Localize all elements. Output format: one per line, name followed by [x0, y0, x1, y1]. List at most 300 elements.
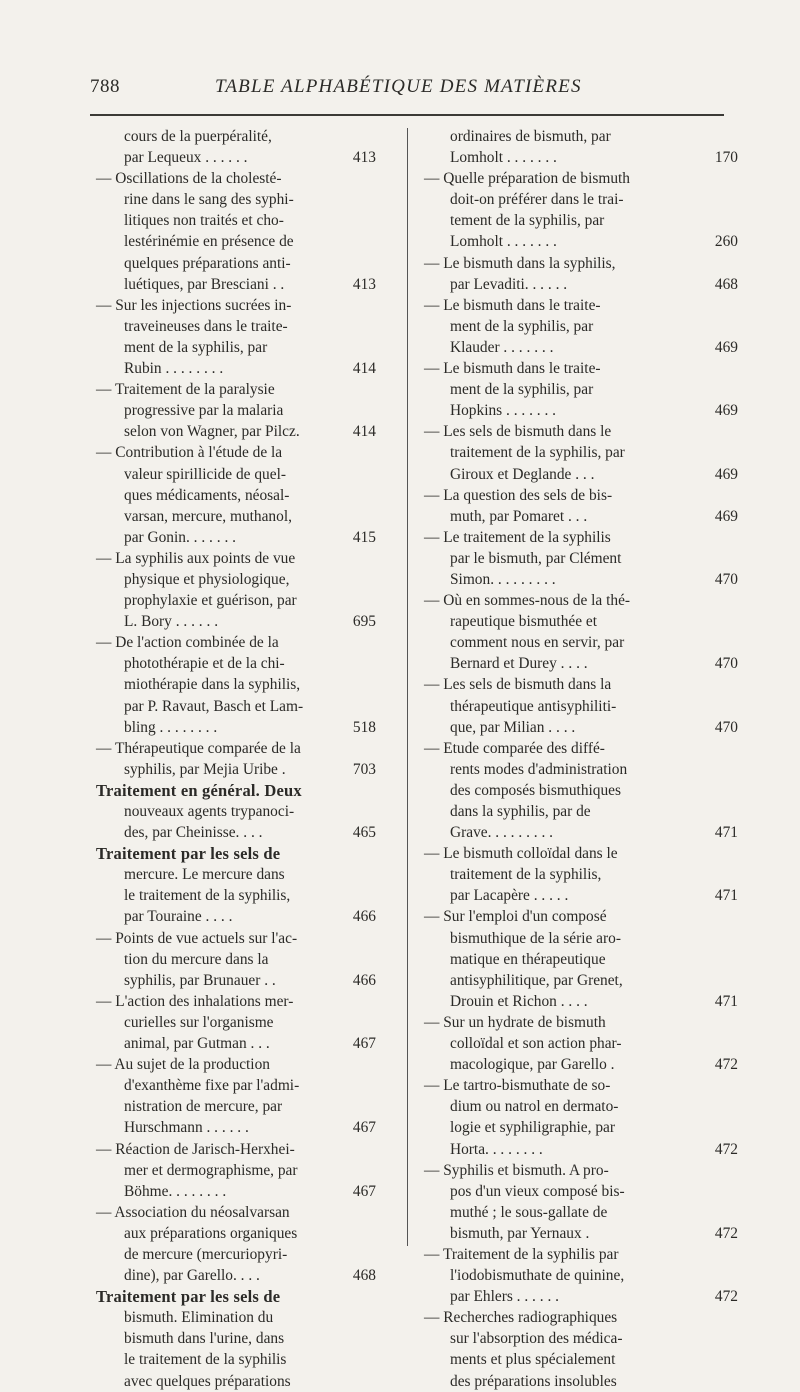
index-line — [420, 1117, 738, 1138]
index-line — [92, 759, 392, 780]
index-line — [92, 1139, 392, 1160]
left-column — [92, 126, 392, 1392]
index-line — [420, 569, 738, 590]
index-entry — [92, 1054, 392, 1138]
entry-text: traitement de la syphilis, par — [450, 444, 625, 462]
index-line — [420, 189, 738, 210]
index-entry — [420, 1307, 738, 1391]
entry-text: — De l'action combinée de la — [96, 634, 279, 652]
entry-text: Grave. . . . . . . . . — [450, 824, 554, 842]
page-reference: 467 — [352, 1182, 376, 1200]
index-line — [420, 611, 738, 632]
index-entry — [420, 358, 738, 421]
index-entry — [92, 379, 392, 442]
page-reference: 471 — [714, 824, 738, 842]
index-line — [92, 421, 392, 442]
index-line — [92, 400, 392, 421]
index-line — [420, 1075, 738, 1096]
entry-text: cours de la puerpéralité, — [124, 128, 272, 145]
index-entry — [92, 780, 392, 843]
page-reference: 465 — [352, 824, 376, 842]
index-entry — [420, 843, 738, 906]
entry-text: syphilis, par Mejia Uribe . — [124, 760, 286, 778]
index-line — [420, 1139, 738, 1160]
entry-text: rents modes d'administration — [450, 760, 628, 778]
index-line — [92, 717, 392, 738]
index-entry — [92, 1139, 392, 1202]
index-line — [92, 970, 392, 991]
page-reference: 414 — [352, 423, 376, 441]
header-rule — [90, 114, 724, 116]
index-line — [92, 274, 392, 295]
index-line — [420, 527, 738, 548]
entry-text: mercure. Le mercure dans — [124, 866, 285, 884]
entry-text: Rubin . . . . . . . . — [124, 360, 224, 378]
index-line — [420, 1223, 738, 1244]
index-entry — [420, 295, 738, 358]
index-line — [420, 548, 738, 569]
entry-text: — L'action des inhalations mer- — [96, 992, 294, 1010]
page-number: 788 — [90, 76, 120, 97]
index-entry — [420, 906, 738, 1011]
entry-text: bismuth dans l'urine, dans — [124, 1330, 285, 1348]
index-line — [92, 590, 392, 611]
entry-text: rapeutique bismuthée et — [450, 613, 598, 631]
entry-text: pos d'un vieux composé bis- — [450, 1182, 625, 1200]
index-line — [92, 126, 392, 147]
entry-text: luétiques, par Bresciani . . — [124, 275, 285, 293]
index-entry — [92, 738, 392, 780]
page-reference: 413 — [352, 275, 376, 293]
index-line — [420, 485, 738, 506]
index-line — [92, 1223, 392, 1244]
column-divider — [407, 128, 408, 1246]
index-line — [92, 147, 392, 168]
page-reference: 415 — [352, 528, 376, 546]
index-line — [420, 1202, 738, 1223]
page-reference: 471 — [714, 992, 738, 1010]
index-line — [420, 1012, 738, 1033]
entry-text: — Le tartro-bismuthate de so- — [424, 1077, 611, 1095]
entry-text: — Les sels de bismuth dans la — [424, 676, 612, 694]
entry-text: dine), par Garello. . . . — [124, 1267, 260, 1285]
index-line — [92, 1117, 392, 1138]
entry-text: L. Bory . . . . . . — [124, 613, 219, 631]
index-line — [92, 379, 392, 400]
index-line — [92, 1202, 392, 1223]
index-line — [92, 168, 392, 189]
entry-text: colloïdal et son action phar- — [450, 1035, 622, 1053]
index-entry — [92, 632, 392, 737]
index-line — [420, 653, 738, 674]
index-line — [92, 1328, 392, 1349]
index-entry — [420, 168, 738, 252]
index-line — [92, 210, 392, 231]
entry-text: tement de la syphilis, par — [450, 212, 605, 230]
index-line — [92, 653, 392, 674]
index-line — [420, 210, 738, 231]
index-line — [420, 717, 738, 738]
index-line — [420, 337, 738, 358]
entry-text: par P. Ravaut, Basch et Lam- — [124, 697, 304, 715]
index-line — [92, 189, 392, 210]
entry-text: progressive par la malaria — [124, 402, 284, 420]
entry-text: matique en thérapeutique — [450, 950, 606, 968]
entry-text: muth, par Pomaret . . . — [450, 507, 588, 525]
index-line — [92, 464, 392, 485]
entry-text: — Les sels de bismuth dans le — [424, 423, 612, 441]
entry-text: — Recherches radiographiques — [424, 1309, 618, 1327]
page-reference: 469 — [714, 402, 738, 420]
index-line — [92, 1307, 392, 1328]
index-line — [420, 1244, 738, 1265]
index-line — [420, 1033, 738, 1054]
entry-text: — La question des sels de bis- — [424, 486, 613, 504]
index-entry — [420, 674, 738, 737]
index-line — [92, 1371, 392, 1392]
entry-text: ordinaires de bismuth, par — [450, 128, 611, 145]
index-line — [420, 126, 738, 147]
entry-text: — Le bismuth dans le traite- — [424, 360, 601, 378]
entry-text: antisyphilitique, par Grenet, — [450, 971, 623, 989]
entry-text: litiques non traités et cho- — [124, 212, 284, 230]
index-line — [92, 674, 392, 695]
index-line — [420, 1096, 738, 1117]
index-line — [92, 1160, 392, 1181]
page-reference: 470 — [714, 718, 738, 736]
index-line — [92, 949, 392, 970]
index-entry — [420, 590, 738, 674]
index-entry — [92, 991, 392, 1054]
page-reference: 470 — [714, 570, 738, 588]
entry-text: — Syphilis et bismuth. A pro- — [424, 1161, 609, 1179]
entry-text: rine dans le sang des syphi- — [124, 191, 294, 209]
index-entry — [420, 738, 738, 843]
entry-text: Drouin et Richon . . . . — [450, 992, 588, 1010]
entry-text: des préparations insolubles — [450, 1372, 617, 1390]
page-reference: 260 — [714, 233, 738, 251]
index-line — [92, 864, 392, 885]
index-line — [420, 1349, 738, 1370]
subject-heading: Traitement par les sels de — [96, 1287, 281, 1307]
entry-text: valeur spirillicide de quel- — [124, 465, 286, 483]
index-line — [92, 738, 392, 759]
entry-text: Hopkins . . . . . . . — [450, 402, 557, 420]
entry-text: lestérinémie en présence de — [124, 233, 294, 251]
entry-text: l'iodobismuthate de quinine, — [450, 1267, 625, 1285]
page-reference: 469 — [714, 507, 738, 525]
entry-text: — Thérapeutique comparée de la — [96, 739, 301, 757]
subject-heading: Traitement en général. Deux — [96, 780, 302, 800]
entry-text: — Oscillations de la cholesté- — [96, 170, 282, 188]
index-line — [420, 231, 738, 252]
page-reference: 467 — [352, 1119, 376, 1137]
index-line — [92, 1181, 392, 1202]
page-reference: 414 — [352, 360, 376, 378]
index-entry — [92, 928, 392, 991]
page-reference: 470 — [714, 655, 738, 673]
entry-text: Lomholt . . . . . . . — [450, 149, 557, 167]
entry-text: — Sur les injections sucrées in- — [96, 296, 292, 314]
index-entry — [92, 1286, 392, 1391]
index-line — [92, 358, 392, 379]
index-line — [420, 928, 738, 949]
entry-text: — Sur un hydrate de bismuth — [424, 1013, 606, 1031]
running-title: TABLE ALPHABÉTIQUE DES MATIÈRES — [215, 76, 582, 97]
page-reference: 703 — [352, 760, 376, 778]
index-line — [420, 506, 738, 527]
index-line — [92, 1075, 392, 1096]
page-reference: 467 — [352, 1035, 376, 1053]
index-line — [420, 442, 738, 463]
entry-text: par Lacapère . . . . . — [450, 887, 569, 905]
entry-text: aux préparations organiques — [124, 1224, 298, 1242]
index-line — [420, 168, 738, 189]
page-reference: 468 — [714, 275, 738, 293]
index-line — [92, 822, 392, 843]
page-header — [90, 76, 730, 106]
index-line — [420, 738, 738, 759]
index-line — [420, 1371, 738, 1392]
index-line — [420, 632, 738, 653]
entry-text: ment de la syphilis, par — [124, 338, 268, 356]
index-line — [420, 379, 738, 400]
page-reference: 469 — [714, 465, 738, 483]
entry-text: syphilis, par Brunauer . . — [124, 971, 276, 989]
page-reference: 471 — [714, 887, 738, 905]
entry-text: muthé ; le sous-gallate de — [450, 1203, 608, 1221]
entry-text: d'exanthème fixe par l'admi- — [124, 1077, 300, 1095]
entry-text: de mercure (mercuriopyri- — [124, 1245, 288, 1263]
index-entry — [92, 442, 392, 547]
entry-text: logie et syphiligraphie, par — [450, 1119, 615, 1137]
index-line — [420, 674, 738, 695]
page-reference: 695 — [352, 613, 376, 631]
page-reference: 472 — [714, 1056, 738, 1074]
entry-text: — Où en sommes-nous de la thé- — [424, 592, 631, 610]
entry-text: photothérapie et de la chi- — [124, 655, 285, 673]
entry-text: varsan, mercure, muthanol, — [124, 507, 292, 525]
entry-text: — Le bismuth colloïdal dans le — [424, 845, 618, 863]
entry-text: physique et physiologique, — [124, 570, 290, 588]
page-reference: 472 — [714, 1140, 738, 1158]
entry-text: thérapeutique antisyphiliti- — [450, 697, 617, 715]
index-line — [420, 295, 738, 316]
index-line — [420, 696, 738, 717]
entry-text: par Levaditi. . . . . . — [450, 275, 568, 293]
index-entry — [420, 527, 738, 590]
index-line — [420, 316, 738, 337]
entry-text: comment nous en servir, par — [450, 634, 625, 652]
page-reference: 468 — [352, 1267, 376, 1285]
entry-text: des composés bismuthiques — [450, 781, 621, 799]
index-line — [420, 1328, 738, 1349]
index-line — [92, 316, 392, 337]
entry-text: bismuth, par Yernaux . — [450, 1224, 590, 1242]
index-line — [420, 421, 738, 442]
entry-text: par le bismuth, par Clément — [450, 549, 622, 567]
entry-text: — Traitement de la paralysie — [96, 381, 275, 399]
index-entry — [420, 253, 738, 295]
entry-text: par Lequeux . . . . . . — [124, 149, 248, 167]
index-line — [92, 295, 392, 316]
index-line — [420, 1307, 738, 1328]
entry-text: doit-on préférer dans le trai- — [450, 191, 624, 209]
entry-text: traveineuses dans le traite- — [124, 317, 288, 335]
entry-text: quelques préparations anti- — [124, 254, 291, 272]
index-line — [92, 1244, 392, 1265]
index-line — [92, 527, 392, 548]
entry-text: traitement de la syphilis, — [450, 866, 602, 884]
entry-text: par Touraine . . . . — [124, 908, 233, 926]
entry-text: — Contribution à l'étude de la — [96, 444, 283, 462]
entry-text: — Au sujet de la production — [96, 1056, 270, 1074]
index-line — [420, 949, 738, 970]
entry-text: sur l'absorption des médica- — [450, 1330, 623, 1348]
page-reference: 466 — [352, 971, 376, 989]
index-line — [92, 885, 392, 906]
index-line — [420, 253, 738, 274]
entry-text: bismuth. Elimination du — [124, 1309, 274, 1327]
index-line — [92, 1265, 392, 1286]
entry-text: nistration de mercure, par — [124, 1098, 283, 1116]
index-line — [92, 253, 392, 274]
page-reference: 472 — [714, 1288, 738, 1306]
page-reference: 466 — [352, 908, 376, 926]
entry-text: miothérapie dans la syphilis, — [124, 676, 301, 694]
entry-text: Klauder . . . . . . . — [450, 338, 554, 356]
entry-text: bling . . . . . . . . — [124, 718, 218, 736]
index-line — [92, 1012, 392, 1033]
index-entry — [420, 126, 738, 168]
page-reference: 472 — [714, 1224, 738, 1242]
index-line — [92, 1349, 392, 1370]
right-column — [420, 126, 738, 1392]
index-line — [420, 822, 738, 843]
index-line — [92, 506, 392, 527]
index-line — [420, 991, 738, 1012]
index-line — [92, 231, 392, 252]
entry-text: — Le bismuth dans le traite- — [424, 296, 601, 314]
entry-text: prophylaxie et guérison, par — [124, 592, 297, 610]
subject-heading: Traitement par les sels de — [96, 844, 281, 864]
page-reference: 518 — [352, 718, 376, 736]
index-entry — [420, 1012, 738, 1075]
index-line — [92, 696, 392, 717]
index-entry — [92, 843, 392, 927]
entry-text: — La syphilis aux points de vue — [96, 549, 296, 567]
entry-text: des, par Cheinisse. . . . — [124, 824, 263, 842]
index-line — [92, 1096, 392, 1117]
index-entry — [92, 548, 392, 632]
index-line — [420, 843, 738, 864]
page-reference: 170 — [714, 149, 738, 167]
entry-text: — Réaction de Jarisch-Herxhei- — [96, 1140, 295, 1158]
index-entry — [420, 1244, 738, 1307]
index-line — [92, 780, 392, 801]
index-line — [420, 1181, 738, 1202]
index-line — [92, 1286, 392, 1307]
index-line — [420, 590, 738, 611]
index-line — [420, 274, 738, 295]
index-line — [420, 147, 738, 168]
index-line — [92, 991, 392, 1012]
index-entry — [92, 1202, 392, 1286]
entry-text: — Association du néosalvarsan — [96, 1203, 290, 1221]
entry-text: Böhme. . . . . . . . — [124, 1182, 227, 1200]
entry-text: — Le bismuth dans la syphilis, — [424, 254, 616, 272]
index-line — [420, 400, 738, 421]
index-entry — [420, 1075, 738, 1159]
index-line — [420, 906, 738, 927]
index-entry — [92, 126, 392, 168]
entry-text: selon von Wagner, par Pilcz. — [124, 423, 300, 441]
entry-text: curielles sur l'organisme — [124, 1013, 274, 1031]
index-line — [92, 801, 392, 822]
index-entry — [92, 168, 392, 295]
entry-text: ment de la syphilis, par — [450, 317, 594, 335]
index-line — [92, 632, 392, 653]
index-line — [420, 970, 738, 991]
index-line — [92, 485, 392, 506]
index-line — [420, 1054, 738, 1075]
index-line — [92, 1054, 392, 1075]
index-line — [420, 358, 738, 379]
index-line — [92, 569, 392, 590]
entry-text: ments et plus spécialement — [450, 1351, 616, 1369]
page-reference: 469 — [714, 338, 738, 356]
entry-text: ment de la syphilis, par — [450, 381, 594, 399]
entry-text: nouveaux agents trypanoci- — [124, 803, 295, 820]
entry-text: mer et dermographisme, par — [124, 1161, 298, 1179]
entry-text: animal, par Gutman . . . — [124, 1035, 270, 1053]
entry-text: Horta. . . . . . . . — [450, 1140, 543, 1158]
index-line — [420, 1265, 738, 1286]
index-line — [420, 801, 738, 822]
entry-text: avec quelques préparations — [124, 1372, 291, 1390]
entry-text: Simon. . . . . . . . . — [450, 570, 556, 588]
index-line — [420, 1286, 738, 1307]
index-line — [420, 864, 738, 885]
entry-text: — Etude comparée des diffé- — [424, 739, 605, 757]
entry-text: — Sur l'emploi d'un composé — [424, 908, 607, 926]
entry-text: le traitement de la syphilis — [124, 1351, 287, 1369]
entry-text: — Points de vue actuels sur l'ac- — [96, 929, 298, 947]
entry-text: que, par Milian . . . . — [450, 718, 576, 736]
entry-text: bismuthique de la série aro- — [450, 929, 621, 947]
entry-text: Lomholt . . . . . . . — [450, 233, 557, 251]
index-line — [92, 928, 392, 949]
index-line — [92, 906, 392, 927]
index-entry — [420, 1160, 738, 1244]
entry-text: Bernard et Durey . . . . — [450, 655, 588, 673]
entry-text: — Le traitement de la syphilis — [424, 528, 611, 546]
entry-text: par Ehlers . . . . . . — [450, 1288, 559, 1306]
entry-text: — Traitement de la syphilis par — [424, 1245, 619, 1263]
index-line — [92, 611, 392, 632]
index-line — [92, 843, 392, 864]
index-entry — [420, 421, 738, 484]
index-line — [92, 337, 392, 358]
entry-text: Giroux et Deglande . . . — [450, 465, 595, 483]
index-line — [420, 780, 738, 801]
entry-text: ques médicaments, néosal- — [124, 486, 290, 504]
entry-text: tion du mercure dans la — [124, 950, 269, 968]
entry-text: Hurschmann . . . . . . — [124, 1119, 249, 1137]
index-line — [420, 1160, 738, 1181]
index-line — [420, 464, 738, 485]
entry-text: macologique, par Garello . — [450, 1056, 615, 1074]
